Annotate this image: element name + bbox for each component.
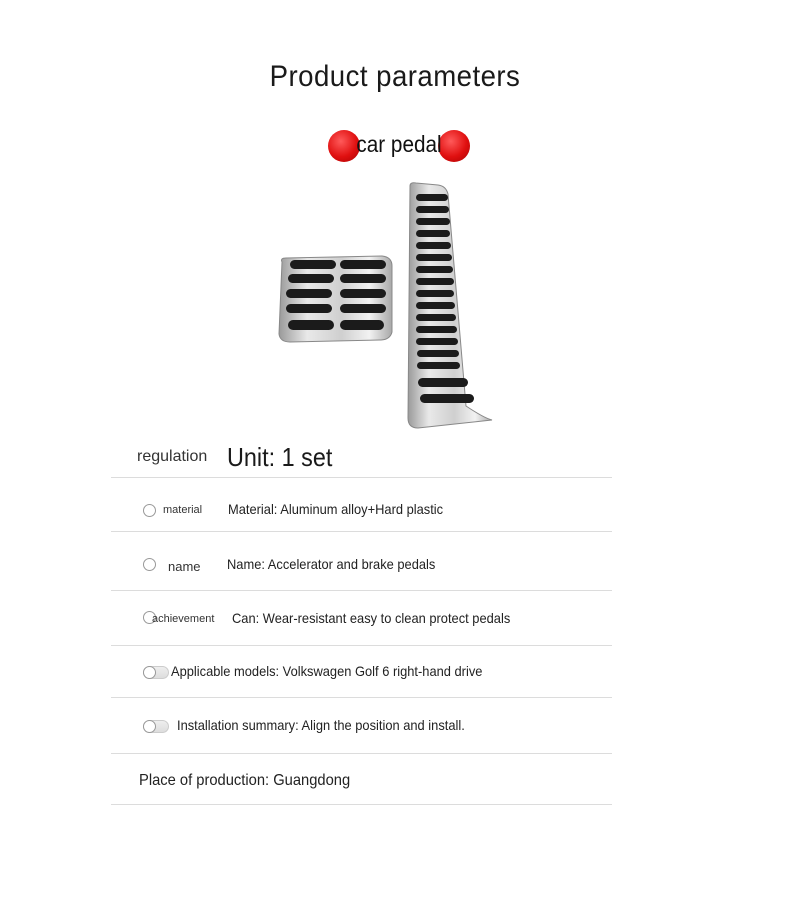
divider — [111, 753, 612, 754]
spec-value-installation: Installation summary: Align the position and install. — [177, 717, 465, 733]
spec-value-name: Name: Accelerator and brake pedals — [227, 556, 436, 572]
divider — [111, 804, 612, 805]
accelerator-pedal — [408, 183, 492, 428]
spec-label-achievement: achievement — [152, 613, 215, 625]
page-title: Product parameters — [269, 60, 521, 93]
radio-icon[interactable] — [143, 558, 156, 571]
divider — [111, 531, 612, 532]
divider — [111, 590, 612, 591]
spec-value-material: Material: Aluminum alloy+Hard plastic — [228, 501, 444, 517]
car-pedals-image — [270, 180, 510, 435]
radio-icon[interactable] — [143, 504, 156, 517]
divider — [111, 697, 612, 698]
spec-value-models: Applicable models: Volkswagen Golf 6 right-hand drive — [171, 663, 483, 679]
spec-value-achievement: Can: Wear-resistant easy to clean protect pedals — [232, 610, 511, 626]
unit-value: Unit: 1 set — [227, 442, 333, 472]
spec-label-material: material — [163, 504, 203, 516]
toggle-switch[interactable] — [143, 720, 169, 733]
divider — [111, 477, 612, 478]
spec-label-name: name — [168, 559, 201, 574]
subtitle-badge — [326, 127, 472, 165]
unit-label: regulation — [137, 448, 208, 465]
brake-pedal — [279, 256, 392, 342]
toggle-switch[interactable] — [143, 666, 169, 679]
divider — [111, 645, 612, 646]
subtitle: car pedal — [356, 131, 442, 157]
place-of-production: Place of production: Guangdong — [139, 772, 351, 789]
